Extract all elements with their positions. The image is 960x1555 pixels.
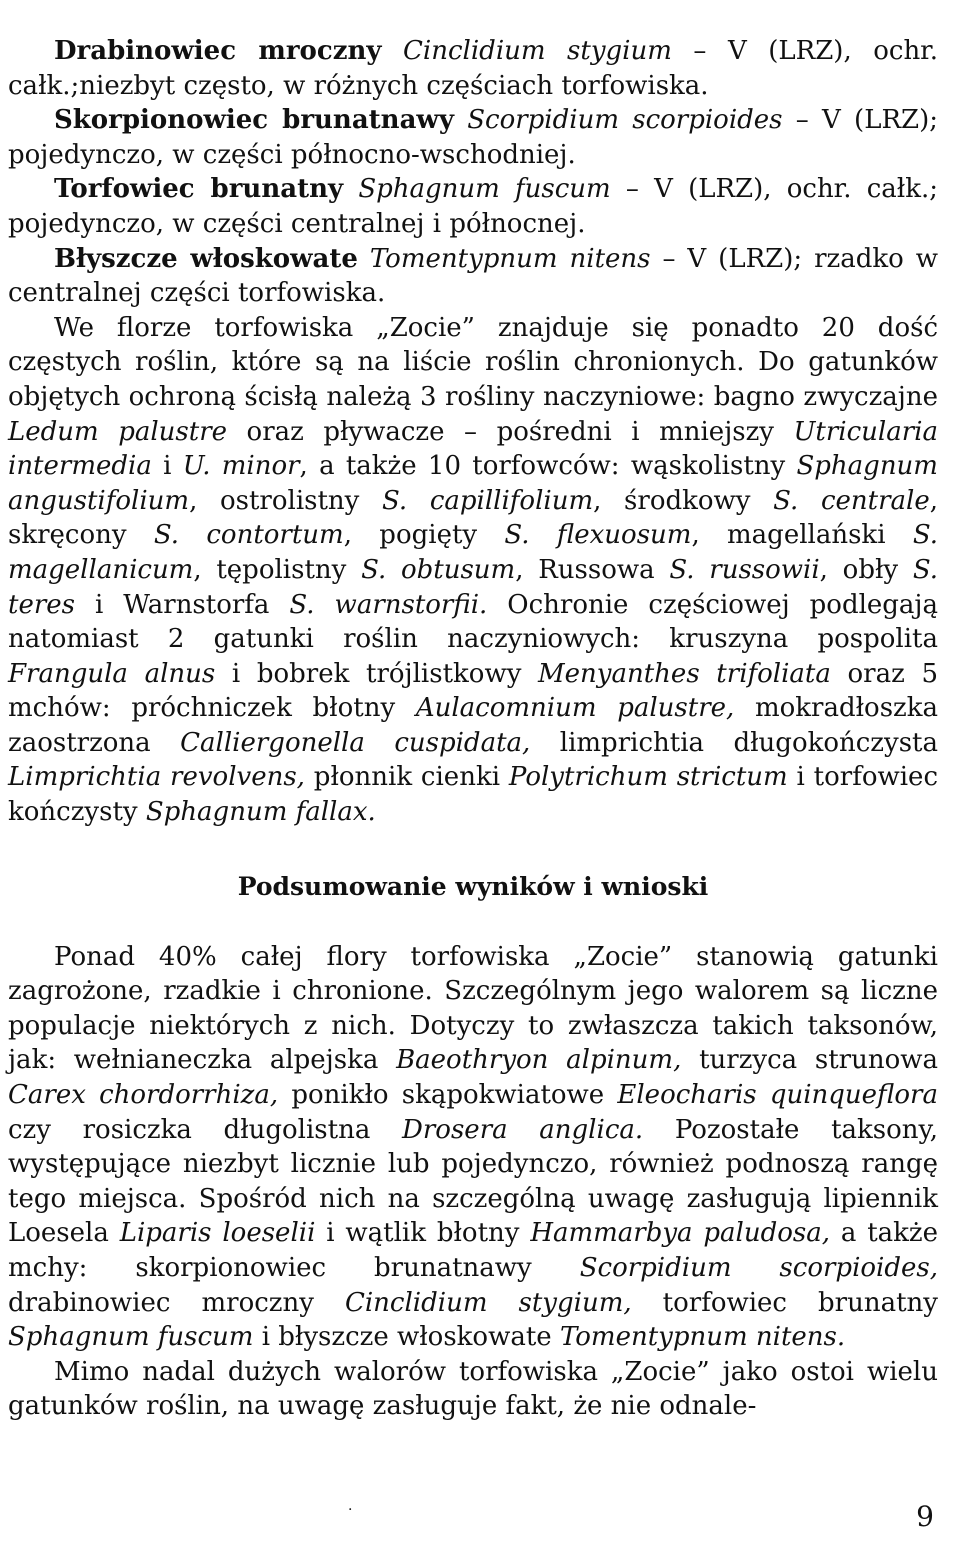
paragraph-closing: Mimo nadal dużych walorów torfowiska „Zocie” jako ostoi wielu gatunków roślin, na uwagę zasługuje fakt, że nie odnale- (8, 1356, 938, 1422)
species-name-latin: Sphagnum fuscum (358, 174, 611, 205)
species-description: – V (LRZ); pojedynczo, w części północno-wschodniej. (8, 105, 939, 170)
species-description: – V (LRZ), ochr. całk.; pojedynczo, w części centralnej i północnej. (8, 174, 938, 239)
species-name-pl: Drabinowiec mroczny (54, 36, 382, 66)
species-name-latin: Cinclidium stygium (403, 36, 672, 66)
paragraph-summary: Ponad 40% całej flory torfowiska „Zocie” stanowią gatunki zagrożone, rzadkie i chronione. Szczególnym jego walorem są liczne populacje niektórych z nich. Dotyczy to zwłaszcza takich taksonów, jak: wełnianeczka alpejska Baeothryon alpinum, turzyca strunowa Carex chordorrhiza, ponikło skąpokwiatowe Eleocharis quinqueflora czy rosiczka długolistna Drosera anglica. Pozostałe taksony, występujące niezbyt licznie lub pojedynczo, również podnoszą rangę tego miejsca. Spośród nich na szczególną uwagę zasługują lipiennik Loesela Liparis loeselii i wątlik błotny Hammarbya paludosa, a także mchy: skorpionowiec brunatnawy Scorpidium scorpioides, drabinowiec mroczny Cinclidium stygium, torfowiec brunatny Sphagnum fuscum i błyszcze włoskowate Tomentypnum nitens. (8, 941, 939, 1353)
page-number: 9 (916, 1500, 934, 1533)
species-entry-3 (8, 172, 938, 241)
species-name-latin: Scorpidium scorpioides (467, 105, 783, 136)
species-entry-1 (8, 34, 938, 103)
species-entry-2 (8, 103, 938, 172)
species-name-pl: Błyszcze włoskowate (54, 243, 358, 274)
species-name-pl: Torfowiec brunatny (54, 174, 344, 205)
decorative-dot: · (348, 1502, 353, 1518)
species-description: – V (LRZ), ochr. całk.;niezbyt często, w różnych częściach torfowiska. (8, 36, 939, 101)
section-heading: Podsumowanie wyników i wnioski (237, 871, 709, 901)
species-description: – V (LRZ); rzadko w centralnej części torfowiska. (8, 243, 938, 309)
species-name-pl: Skorpionowiec brunatnawy (54, 105, 454, 136)
species-name-latin: Tomentypnum nitens (369, 243, 651, 274)
document-page (8, 34, 938, 1424)
paragraph-protected-flora: We florze torfowiska „Zocie” znajduje się ponadto 20 dość częstych roślin, które są na liście roślin chronionych. Do gatunków objętych ochroną ścisłą należą 3 rośliny naczyniowe: bagno zwyczajne Ledum palustre oraz pływacze – pośredni i mniejszy Utricularia intermedia i U. minor, a także 10 torfowców: wąskolistny Sphagnum angustifolium, ostrolistny S. capillifolium, środkowy S. centrale, skręcony S. contortum, pogięty S. flexuosum, magellański S. magellanicum, tępolistny S. obtusum, Russowa S. russowii, obły S. teres i Warnstorfa S. warnstorfii. Ochronie częściowej podlegają natomiast 2 gatunki roślin naczyniowych: kruszyna pospolita Frangula alnus i bobrek trójlistkowy Menyanthes trifoliata oraz 5 mchów: próchniczek błotny Aulacomnium palustre, mokradłoszka zaostrzona Calliergonella cuspidata, limprichtia długokończysta Limprichtia revolvens, płonnik cienki Polytrichum strictum i torfowiec kończysty Sphagnum fallax. (8, 312, 939, 828)
species-entry-4 (8, 242, 938, 311)
